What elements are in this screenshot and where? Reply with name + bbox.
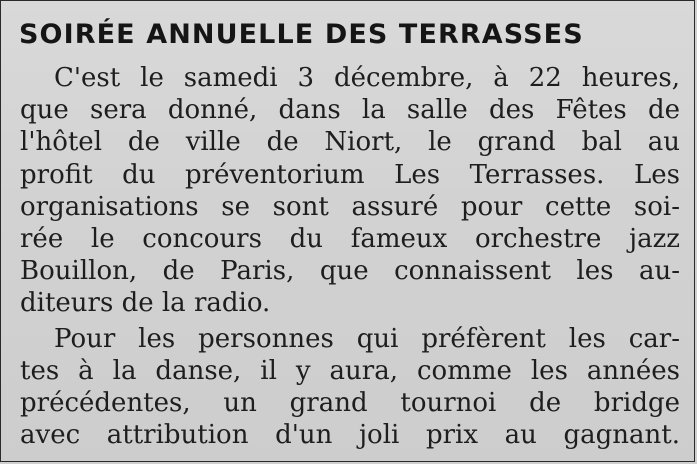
text-line: profit du préventorium Les Terrasses. Les <box>20 159 680 190</box>
text-line: Bouillon, de Paris, que connaissent les au- <box>20 256 680 287</box>
text-line: organisations se sont assuré pour cette soi- <box>20 191 680 222</box>
text-line: précédentes, un grand tournoi de bridge <box>20 387 680 418</box>
article-headline: SOIRÉE ANNUELLE DES TERRASSES <box>19 19 584 50</box>
paragraph-1 <box>20 62 680 320</box>
text-line: l'hôtel de ville de Niort, le grand bal au <box>20 127 680 158</box>
text-line: tes à la danse, il y aura, comme les années <box>20 355 680 386</box>
text-line: rée le concours du fameux orchestre jazz <box>20 223 680 254</box>
article-body <box>20 62 680 451</box>
text-line: avec attribution d'un joli prix au gagnant. <box>20 420 680 451</box>
text-line: diteurs de la radio. <box>20 288 271 319</box>
text-line: Pour les personnes qui préfèrent les car- <box>54 323 680 354</box>
text-line: C'est le samedi 3 décembre, à 22 heures, <box>54 63 680 93</box>
text-line: que sera donné, dans la salle des Fêtes de <box>20 95 680 126</box>
paragraph-2 <box>20 323 680 452</box>
